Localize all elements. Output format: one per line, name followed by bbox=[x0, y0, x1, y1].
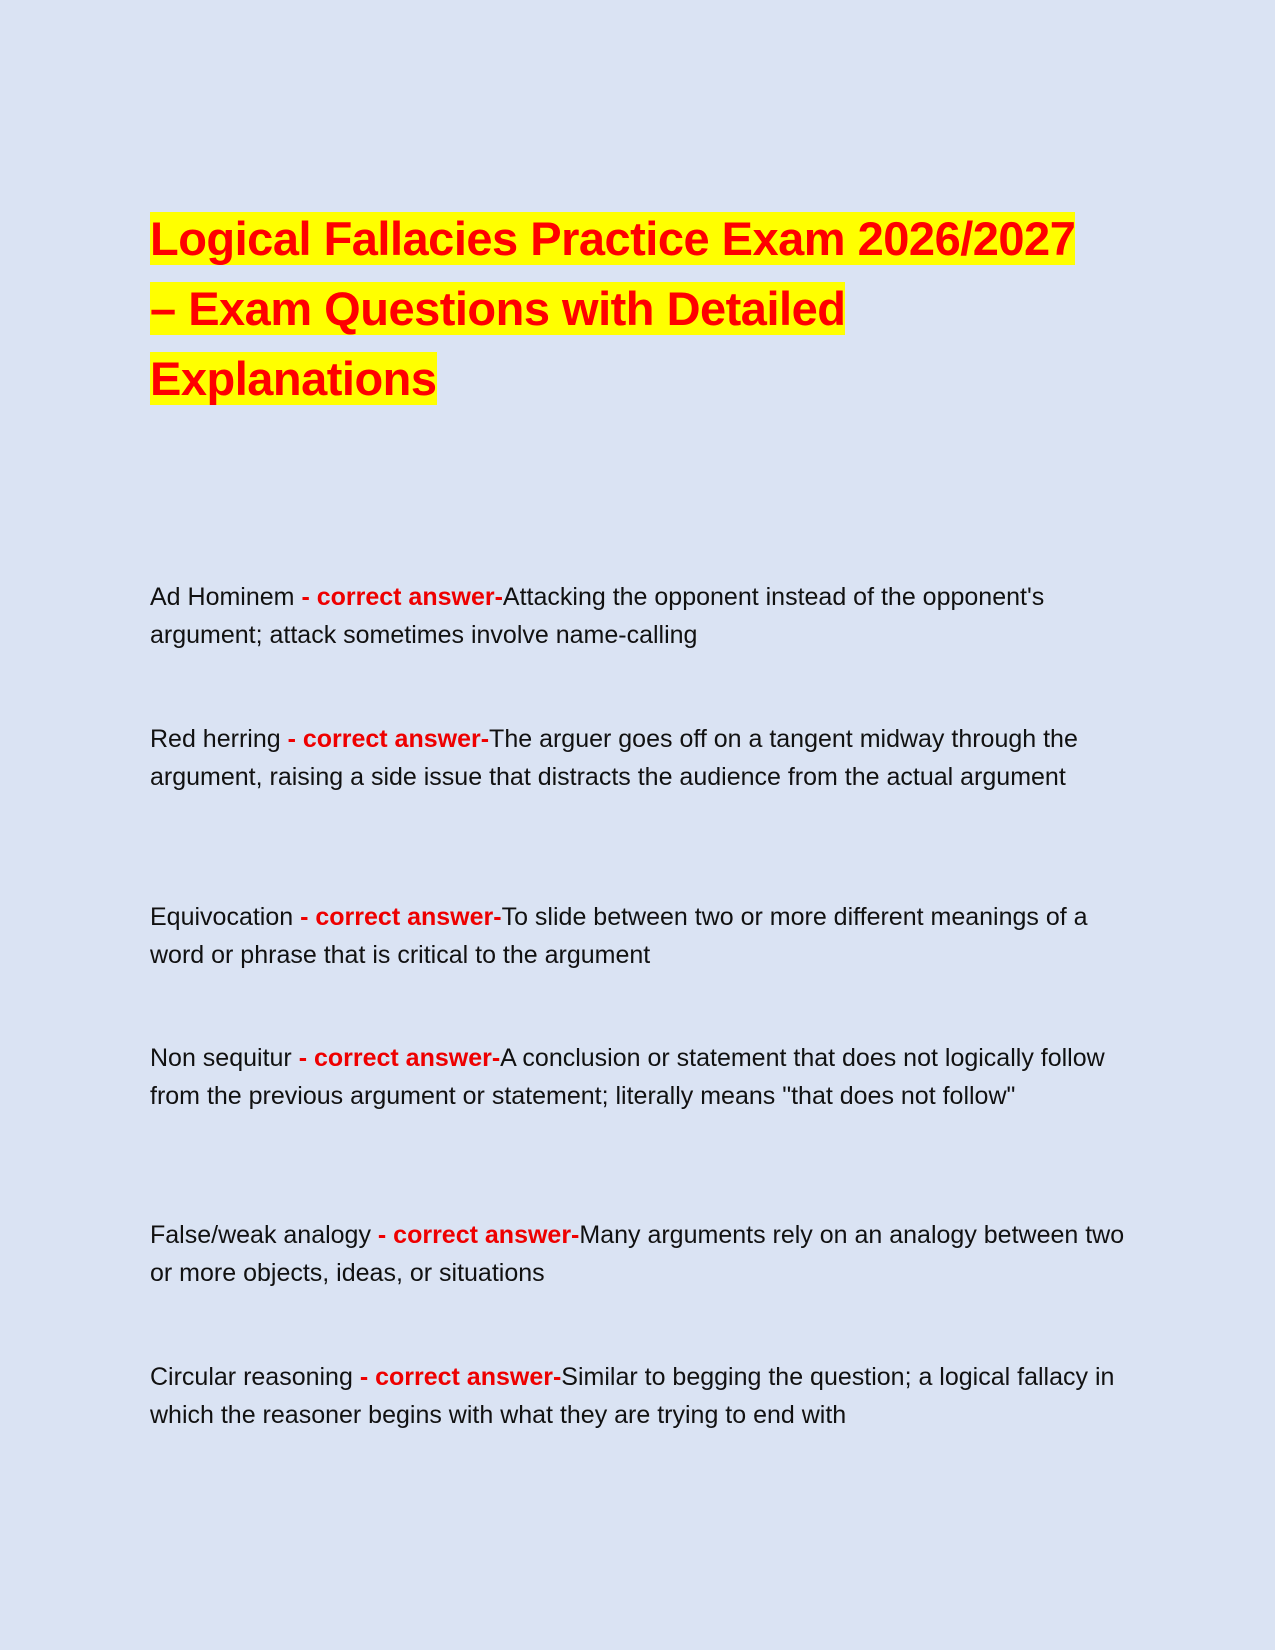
title-line-1: Logical Fallacies Practice Exam 2026/2027 bbox=[150, 212, 1076, 265]
title-line-3: Explanations bbox=[150, 352, 437, 405]
document-title bbox=[150, 204, 1125, 414]
question-item-non-sequitur bbox=[150, 1039, 1125, 1115]
question-term: Non sequitur bbox=[150, 1044, 299, 1072]
question-item-red-herring bbox=[150, 720, 1125, 796]
question-item-ad-hominem bbox=[150, 578, 1125, 654]
question-term: Ad Hominem bbox=[150, 583, 302, 611]
question-term: Equivocation bbox=[150, 903, 301, 931]
question-term: False/weak analogy bbox=[150, 1221, 378, 1249]
answer-separator: - correct answer- bbox=[377, 1221, 580, 1249]
question-item-circular-reasoning bbox=[150, 1358, 1125, 1434]
question-definition: Attacking the opponent instead of the opponent's argument; attack sometimes involve name-calling bbox=[150, 583, 1045, 649]
question-definition: A conclusion or statement that does not logically follow from the previous argument or statement; literally means "that does not follow" bbox=[150, 1044, 1105, 1110]
question-definition: Similar to begging the question; a logical fallacy in which the reasoner begins with what they are trying to end with bbox=[150, 1363, 1115, 1429]
title-line-2: – Exam Questions with Detailed bbox=[150, 282, 846, 335]
answer-separator: - correct answer- bbox=[301, 583, 503, 611]
question-item-false-analogy bbox=[150, 1216, 1125, 1292]
answer-separator: - correct answer- bbox=[298, 1044, 501, 1072]
answer-separator: - correct answer- bbox=[300, 903, 502, 931]
document-header bbox=[150, 204, 1125, 414]
question-definition: To slide between two or more different meanings of a word or phrase that is critical to the argument bbox=[150, 903, 1088, 969]
question-definition: Many arguments rely on an analogy between two or more objects, ideas, or situations bbox=[150, 1221, 1125, 1287]
answer-separator: - correct answer- bbox=[359, 1363, 562, 1391]
question-term: Circular reasoning bbox=[150, 1363, 360, 1391]
question-item-equivocation bbox=[150, 898, 1125, 974]
answer-separator: - correct answer- bbox=[287, 725, 490, 753]
question-term: Red herring bbox=[150, 725, 288, 753]
question-definition: The arguer goes off on a tangent midway through the argument, raising a side issue that distracts the audience from the actual argument bbox=[150, 725, 1078, 791]
